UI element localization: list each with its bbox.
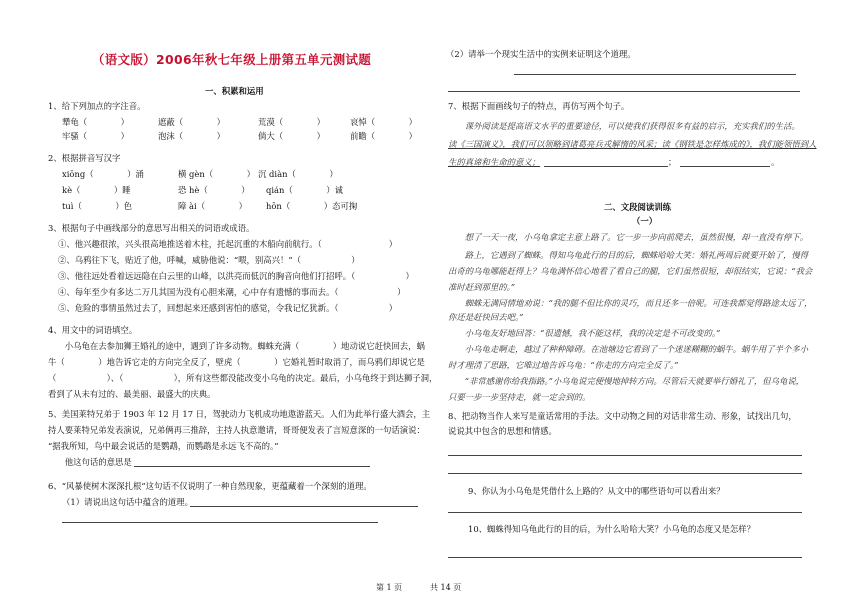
answer-line[interactable]	[514, 74, 796, 75]
passage-line: 小乌龟走啊走，越过了种种障碍。在池塘边它看到了一个迷迷糊糊的蜗牛。蜗牛用了半个多小	[448, 344, 809, 354]
q3-item-4: ④、每年至少有多达二万几其国为没有心胆来潮，心中存有遗憾的事而去。（ ）	[58, 287, 406, 297]
q5-answer-prompt: 他这句话的意思是	[48, 457, 132, 467]
q8-continued: 说说其中包含的思想和情感。	[448, 426, 557, 436]
q3-item-2: ②、乌鸦往下飞，贴近了他，呼喊，威胁他说：“喂，别高兴！”（ ）	[58, 255, 360, 265]
q1-item: 遮蔽（ ）	[158, 117, 225, 127]
q1-item: 倘大（ ）	[258, 131, 325, 141]
q7-paragraph-line: 生的真谛和生命的意义；	[448, 157, 541, 167]
passage-line: 小乌龟友好地回答：“很遗憾，我不能这样，我的决定是不可改变的。”	[448, 328, 721, 338]
q7-paragraph-line: 课外阅读是提高语文水平的重要途径，可以使我们获得很多有益的启示，充实我们的生活。	[448, 121, 800, 131]
answer-line[interactable]	[62, 522, 378, 523]
answer-line[interactable]	[448, 557, 802, 558]
question-1: 1、给下列加点的字注音。	[48, 101, 146, 111]
question-8: 8、把动物当作人来写是童话常用的手法。文中动物之间的对话非常生动、形象，试找出几句，	[448, 411, 797, 421]
q2-item: 恐 hè（ ）	[178, 185, 250, 195]
passage-line: 时才理清了思路，它唯过地告诉乌龟：“你走的方向完全反了。”	[448, 360, 679, 370]
passage-line: 路上，它遇到了蜘蛛。得知乌龟此行的目的后，蜘蛛哈哈大笑：婚礼两周后就要开始了，慢得	[448, 250, 809, 260]
passage-line: 出奇的乌龟哪能赶得上？乌龟满怀信心地看了看自己的腿，它们虽然很短，却很结实，它说：“我会	[448, 266, 813, 276]
answer-line[interactable]	[134, 466, 370, 467]
answer-line[interactable]	[190, 506, 418, 507]
q2-item: 横 gèn（ ）	[178, 169, 255, 179]
q1-item: 牢骚（ ）	[62, 131, 129, 141]
passage-line: 准时赶到那里的。”	[448, 282, 516, 292]
page-number: 第 1 页	[376, 583, 403, 592]
answer-line[interactable]	[448, 473, 802, 474]
q3-item-5: ⑤、危险的事情虽然过去了，回想起来还感到害怕的感觉，令我记忆犹新。（ ）	[58, 303, 398, 313]
q4-paragraph-line: （ ）、（ ），所有这些都没能改变小乌龟的决定。最后，小乌龟终于到达狮子洞，	[48, 373, 438, 383]
q7-period: 。	[771, 157, 780, 167]
question-2: 2、根据拼音写汉字	[48, 153, 121, 163]
q1-item: 前瞻（ ）	[350, 131, 417, 141]
question-5: 5、美国莱特兄弟于 1903 年 12 月 17 日，驾驶动力飞机成功地遨游蓝天。人们为此举行盛大酒会，主	[48, 409, 431, 419]
q1-item: 荒漠（ ）	[258, 117, 325, 127]
question-3: 3、根据句子中画线部分的意思写出相关的词语或成语。	[48, 223, 255, 233]
q2-item: xiōng（ ）涌	[62, 169, 144, 179]
q2-item: 沉 diàn（ ）	[258, 169, 338, 179]
q1-item: 犟龟（ ）	[62, 117, 129, 127]
question-10: 10、蜘蛛得知乌龟此行的目的后，为什么哈哈大笑？小乌龟的态度又是怎样？	[468, 524, 756, 534]
q5-paragraph-line: “据我所知，鸟中最会说话的是鹦鹉，而鹦鹉是永远飞不高的。”	[48, 441, 279, 451]
answer-line[interactable]	[448, 512, 802, 513]
q1-item: 泡沫（ ）	[158, 131, 225, 141]
passage-line: “非常感谢你给我指路。”小乌龟说完便慢地掉转方向。尽管后天就要举行婚礼了，但乌龟说，	[448, 376, 805, 386]
q1-item: 哀悼（ ）	[350, 117, 417, 127]
q7-separator: ；	[668, 157, 677, 167]
q2-item: tuì（ ）色	[62, 201, 133, 211]
passage-line: 蜘蛛无满同情地劝说：“我的腿不但比你的灵巧，而且还多一倍呢。可连我都觉得路途太远了，	[448, 298, 813, 308]
passage-line: 只要一步一步坚持走，就一定会到的。	[448, 392, 591, 402]
answer-line[interactable]	[544, 166, 668, 167]
passage-number: （一）	[632, 216, 658, 226]
q3-item-3: ③、他往远处看着远远隐在白云里的山峰，以洪亮而低沉的胸音向他们打招呼。（ ）	[58, 271, 414, 281]
q7-paragraph-line: 读《三国演义》，我们可以领略到诸葛亮兵戎解惰的风采；读《钢铁是怎样炼成的》，我们能领悟到人	[448, 139, 817, 149]
answer-line[interactable]	[448, 91, 800, 92]
question-7: 7、根据下面画线句子的特点，再仿写两个句子。	[448, 101, 630, 111]
q5-paragraph-line: 持人要莱特兄弟发表演说，兄弟俩再三推辞，主持人执意邀请，哥哥便发表了言短意深的一句话演说：	[48, 425, 425, 435]
q4-paragraph-line: 小乌龟在去参加狮王婚礼的途中，遇到了许多动物。蜘蛛充满（ ）地动说它赶快回去，蜗	[48, 341, 425, 351]
q6-sub-2: （2）请举一个现实生活中的实例来证明这个道理。	[446, 49, 636, 59]
exam-title: （语文版）2006年秋七年级上册第五单元测试题	[92, 52, 372, 67]
section-heading-accumulation: 一、积累和运用	[205, 86, 264, 96]
passage-line: 你还是赶快回去吧。”	[448, 312, 524, 322]
section-heading-reading: 二、文段阅读训练	[604, 202, 671, 212]
q6-sub-1: （1）请说出这句话中蕴含的道理。	[62, 497, 193, 507]
page-total: 共 14 页	[430, 583, 462, 592]
answer-line[interactable]	[680, 166, 770, 167]
question-6: 6、“风暴使树木深深扎根”这句话不仅说明了一种自然现象，更蕴藏着一个深刻的道理。	[48, 481, 372, 491]
question-4: 4、用文中的词语填空。	[48, 325, 138, 335]
question-9: 9、你认为小乌龟是凭借什么上路的？从文中的哪些语句可以看出来？	[468, 486, 725, 496]
answer-line[interactable]	[448, 455, 802, 456]
q4-paragraph-line: 看到了从未有过的、最美丽、最盛大的庆典。	[48, 389, 216, 399]
q2-item: qián（ ）诚	[266, 185, 344, 195]
passage-line: 想了一天一夜，小乌龟拿定主意上路了。它一步一步向前爬去，虽然很慢，却一直没有停下。	[448, 232, 809, 242]
q3-item-1: ①、他兴趣很浓，兴头很高地推送着木柱，托起沉重的木船向前航行。（ ）	[58, 239, 398, 249]
q2-item: kè（ ）睡	[62, 185, 131, 195]
q2-item: hōn（ ）态可掬	[266, 201, 358, 211]
q4-paragraph-line: 牛（ ）地告诉它走的方向完全反了，壁虎（ ）它婚礼暂时取消了，而乌鸦们却说它是	[48, 357, 425, 367]
q2-item: 障 ài（ ）	[178, 201, 247, 211]
